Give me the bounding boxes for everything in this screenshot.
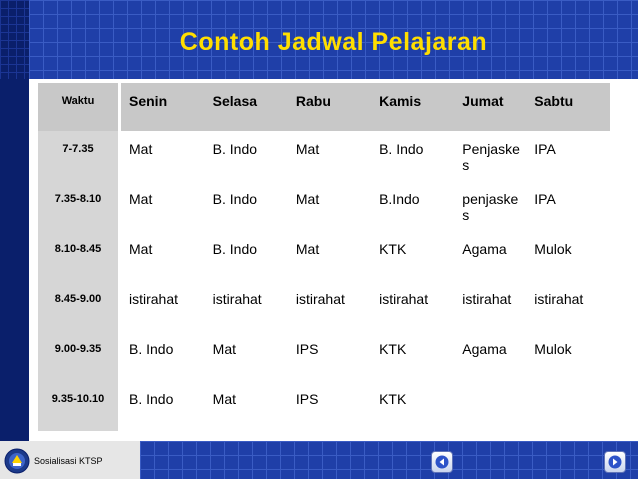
header-day: Selasa [205, 83, 288, 131]
table-cell: Agama [462, 241, 507, 257]
table-cell: penjaskes [462, 191, 519, 223]
table-row [38, 131, 610, 181]
table-cell: Penjaskes [462, 141, 520, 173]
header-day: Rabu [288, 83, 371, 131]
header-corner [0, 0, 29, 79]
table-cell: KTK [379, 341, 407, 357]
schedule-table-container [38, 83, 611, 431]
table-cell: istirahat [295, 291, 345, 307]
ministry-logo-icon [4, 448, 30, 474]
table-row [38, 181, 610, 231]
table-cell: istirahat [462, 291, 512, 307]
table-cell: Mat [295, 141, 320, 157]
time-cell: 9.00-9.35 [38, 331, 120, 381]
header-day: Jumat [454, 83, 526, 131]
arrow-left-icon [435, 455, 449, 469]
table-cell: Mulok [534, 241, 572, 257]
table-header-row [38, 83, 610, 131]
table-cell: Mat [129, 141, 153, 157]
table-cell: B. Indo [212, 191, 258, 207]
table-cell [526, 381, 609, 431]
table-cell: KTK [379, 391, 407, 407]
table-cell: IPS [295, 391, 319, 407]
next-slide-button[interactable] [604, 451, 626, 473]
time-cell: 9.35-10.10 [38, 381, 120, 431]
table-cell: Mat [212, 391, 237, 407]
table-row [38, 331, 610, 381]
table-cell [454, 381, 526, 431]
table-row [38, 381, 610, 431]
table-cell: B. Indo [129, 391, 174, 407]
time-cell: 7-7.35 [38, 131, 120, 181]
slide-title: Contoh Jadwal Pelajaran [179, 28, 488, 56]
table-cell: Mulok [534, 341, 572, 357]
table-row [38, 231, 610, 281]
header-day: Kamis [371, 83, 454, 131]
table-row [38, 281, 610, 331]
table-cell: istirahat [129, 291, 179, 307]
header-day: Senin [120, 83, 205, 131]
table-cell: istirahat [534, 291, 584, 307]
table-cell: B. Indo [212, 141, 258, 157]
table-cell: IPA [534, 141, 556, 157]
time-cell: 8.10-8.45 [38, 231, 120, 281]
table-cell: Mat [295, 241, 320, 257]
table-cell: KTK [379, 241, 407, 257]
table-cell: istirahat [379, 291, 429, 307]
previous-slide-button[interactable] [431, 451, 453, 473]
table-cell: B. Indo [129, 341, 174, 357]
header-day: Sabtu [526, 83, 609, 131]
table-cell: istirahat [212, 291, 262, 307]
table-cell: B. Indo [379, 141, 424, 157]
table-cell: Mat [212, 341, 237, 357]
table-cell: IPS [295, 341, 319, 357]
table-cell: Mat [129, 191, 153, 207]
table-cell: Agama [462, 341, 507, 357]
time-cell: 7.35-8.10 [38, 181, 120, 231]
table-cell: B.Indo [379, 191, 420, 207]
header-time: Waktu [38, 83, 120, 131]
schedule-table [38, 83, 611, 431]
arrow-right-icon [608, 455, 622, 469]
table-cell: IPA [534, 191, 556, 207]
table-cell: Mat [129, 241, 153, 257]
footer-label: Sosialisasi KTSP [34, 456, 103, 466]
table-cell: Mat [295, 191, 320, 207]
time-cell: 8.45-9.00 [38, 281, 120, 331]
table-cell: B. Indo [212, 241, 258, 257]
